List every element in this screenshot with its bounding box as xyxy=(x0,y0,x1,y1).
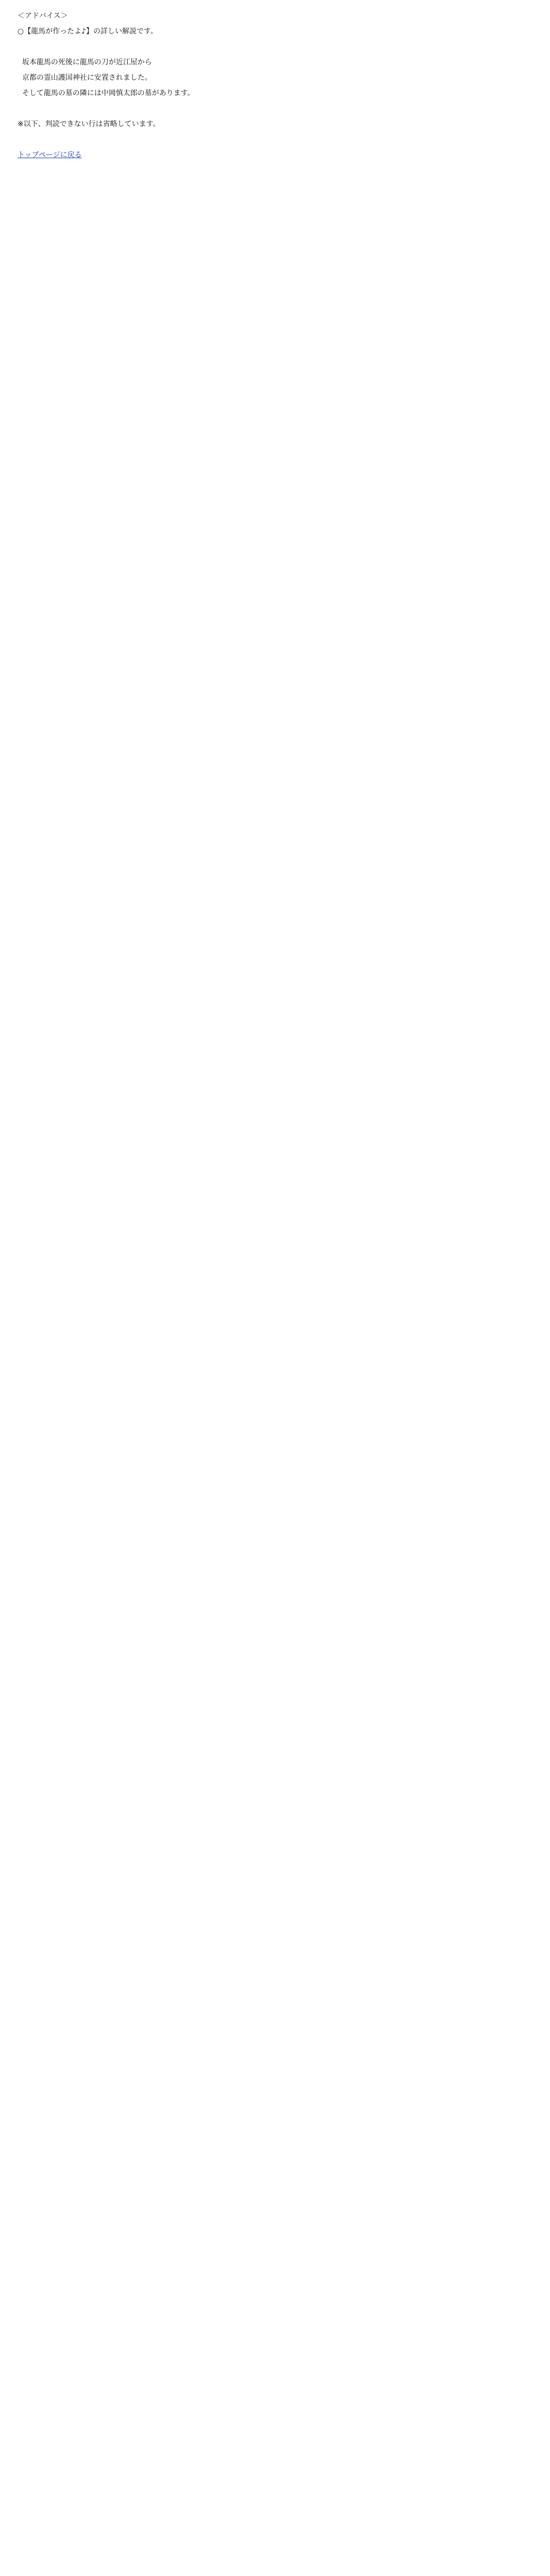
blank-line xyxy=(18,101,532,116)
footer-link[interactable]: トップページに戻る xyxy=(18,151,82,159)
text-line: 坂本龍馬の死後に龍馬の刀が近江屋から xyxy=(18,58,152,66)
document-body xyxy=(0,0,550,183)
text-lines xyxy=(18,8,532,132)
text-line: ＜アドバイス＞ xyxy=(18,12,68,20)
spacer xyxy=(18,132,532,147)
text-line: ※以下、判読できない行は省略しています。 xyxy=(18,120,160,128)
text-line: そして龍馬の墓の隣には中岡慎太郎の墓があります。 xyxy=(18,89,195,97)
text-line: ○【龍馬が作ったよ♪】の詳しい解説です。 xyxy=(18,27,158,36)
text-line: 京都の霊山護国神社に安置されました。 xyxy=(18,74,152,82)
blank-line xyxy=(18,39,532,55)
footer xyxy=(18,147,532,163)
